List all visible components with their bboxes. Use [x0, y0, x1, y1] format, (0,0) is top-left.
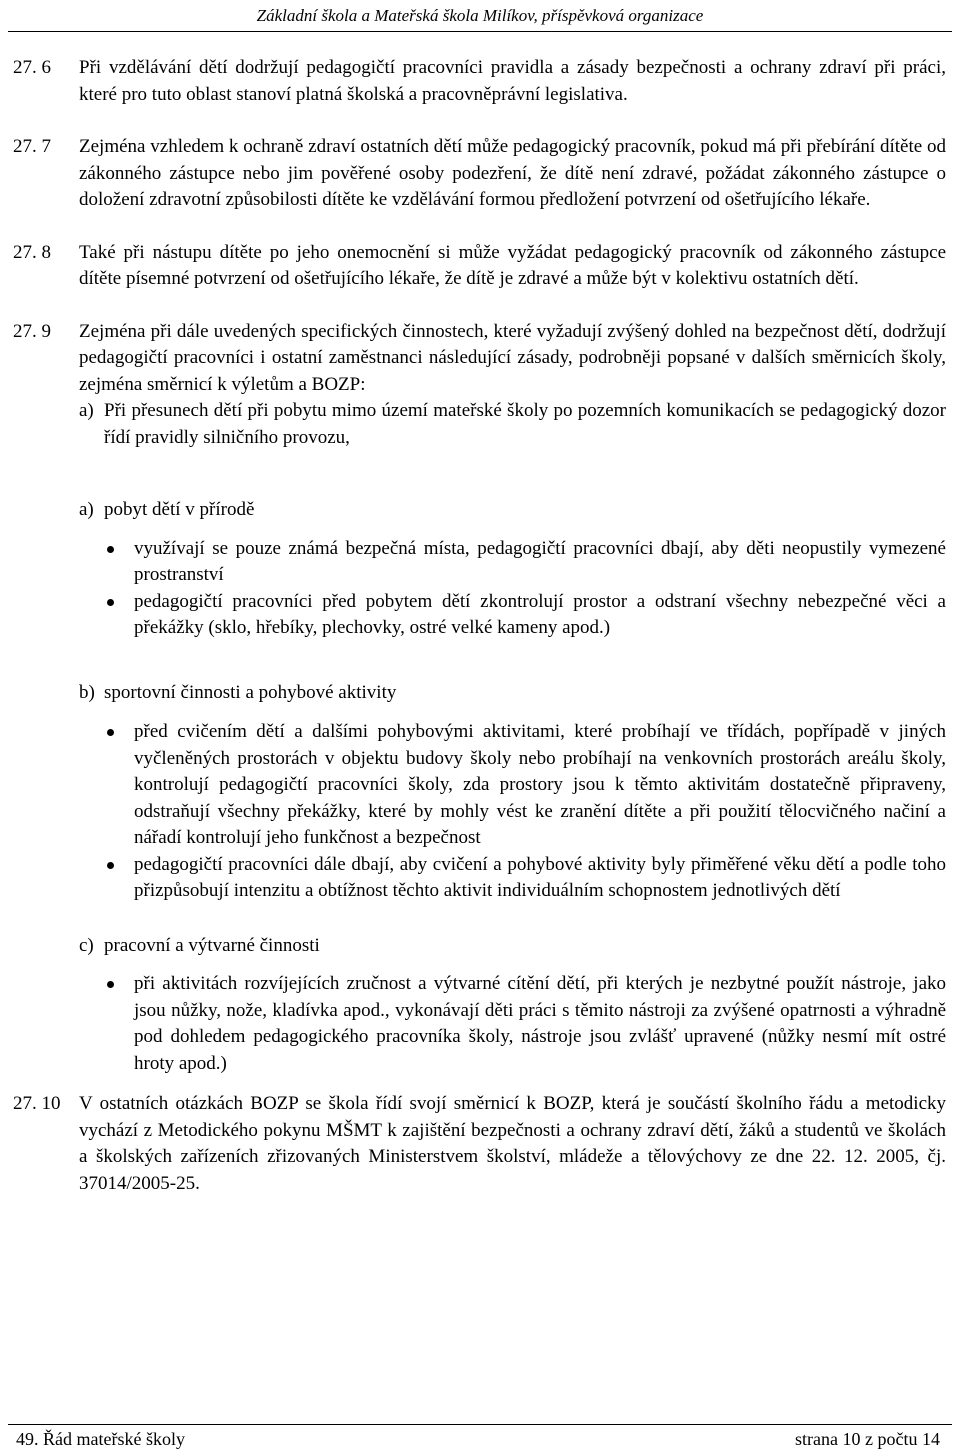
section-number: 27. 7 [13, 136, 51, 157]
item-letter: a) [79, 400, 94, 421]
item-a-nature [79, 497, 946, 524]
page-header [0, 4, 960, 34]
item-text: Při přesunech dětí při pobytu mimo území mateřské školy po pozemních komunikacích se pedagogický dozor řídí pravidly silničního provozu, [104, 400, 946, 448]
page-footer [8, 1424, 952, 1451]
footer-document-title: 49. Řád mateřské školy [16, 1429, 185, 1449]
item-a-transport [79, 398, 946, 451]
list-item: pedagogičtí pracovníci před pobytem dětí zkontrolují prostor a odstraní všechny nebezpečné věci a překážky (sklo, hřebíky, plechovky, ostré velké kameny apod.) [107, 589, 946, 642]
sports-bullet-list [107, 719, 946, 905]
list-item: před cvičením dětí a dalšími pohybovými aktivitami, které probíhají ve třídách, popřípadě v jiných vyčleněných prostorách v objektu budovy školy nebo probíhají na venkovních prostorách areálu školy, kontrolují pedagogičtí pracovníci školy, zda prostory jsou k těmto aktivitám dostatečně připraveny, odstraňují všechny překážky, které by mohly vést ke zranění dítěte a při použití tělocvičného načiní a nářadí kontrolují jeho funkčnost a bezpečnost [107, 719, 946, 852]
item-text: pracovní a výtvarné činnosti [104, 934, 320, 956]
section-27-7 [13, 134, 946, 214]
section-27-9 [13, 319, 946, 399]
header-title: Základní škola a Mateřská škola Milíkov, příspěvková organizace [256, 6, 704, 25]
item-letter: c) [79, 934, 94, 956]
crafts-bullet-list [107, 971, 946, 1077]
document-body [13, 55, 946, 1197]
item-letter: a) [79, 499, 94, 520]
footer-page-number: strana 10 z počtu 14 [795, 1429, 940, 1449]
section-number: 27. 8 [13, 241, 51, 263]
list-item: využívají se pouze známá bezpečná místa, pedagogičtí pracovníci dbají, aby děti neopustily vymezené prostranství [107, 536, 946, 589]
nature-bullet-list [107, 536, 946, 642]
item-b-sports [79, 680, 946, 707]
section-number: 27. 9 [13, 320, 51, 342]
section-number: 27. 6 [13, 57, 51, 78]
header-divider [8, 31, 952, 32]
section-27-8 [13, 240, 946, 293]
section-number: 27. 10 [13, 1093, 61, 1114]
section-27-10 [13, 1091, 946, 1197]
list-item: pedagogičtí pracovníci dále dbají, aby cvičení a pohybové aktivity byly přiměřené věku dětí a podle toho přizpůsobují intenzitu a obtížnost těchto aktivit individuálním schopnostem jednotlivých dětí [107, 852, 946, 905]
item-c-crafts [79, 933, 946, 960]
item-text: pobyt dětí v přírodě [104, 499, 255, 520]
section-text: Zejména vzhledem k ochraně zdraví ostatních dětí může pedagogický pracovník, pokud má při přebírání dítěte od zákonného zástupce nebo jim pověřené osoby podezření, že dítě není zdravé, požádat zákonného zástupce o doložení zdravotní způsobilosti dítěte ke vzdělávání formou předložení potvrzení od ošetřujícího lékaře. [79, 136, 946, 210]
section-text: Při vzdělávání dětí dodržují pedagogičtí pracovníci pravidla a zásady bezpečnosti a ochrany zdraví při práci, které pro tuto oblast stanoví platná školská a pracovněprávní legislativa. [79, 57, 946, 105]
section-text: V ostatních otázkách BOZP se škola řídí svojí směrnicí k BOZP, která je součástí školního řádu a metodicky vychází z Metodického pokynu MŠMT k zajištění bezpečnosti a ochrany zdraví dětí, žáků a studentů ve školách a školských zařízeních zřizovaných Ministerstvem školství, mládeže a tělovýchovy ze dne 22. 12. 2005, čj. 37014/2005-25. [79, 1093, 946, 1194]
item-text: sportovní činnosti a pohybové aktivity [104, 681, 397, 703]
list-item: při aktivitách rozvíjejících zručnost a výtvarné cítění dětí, při kterých je nezbytné použít nástroje, jako jsou nůžky, nože, kladívka apod., vykonávají děti práci s těmito nástroji za zvýšené opatrnosti a výhradně pod dohledem pedagogického pracovníka školy, nástroje jsou zvlášť upravené (nůžky nesmí mít ostré hroty apod.) [107, 971, 946, 1077]
section-text: Také při nástupu dítěte po jeho onemocnění si může vyžádat pedagogický pracovník od zákonného zástupce dítěte písemné potvrzení od ošetřujícího lékaře, že dítě je zdravé a může být v kolektivu ostatních dětí. [79, 241, 946, 289]
section-27-6 [13, 55, 946, 108]
section-text: Zejména při dále uvedených specifických činnostech, které vyžadují zvýšený dohled na bezpečnost dětí, dodržují pedagogičtí pracovníci i ostatní zaměstnanci následující zásady, podrobněji popsané v dalších směrnicích školy, zejména směrnicí k výletům a BOZP: [79, 320, 946, 395]
item-letter: b) [79, 681, 95, 703]
